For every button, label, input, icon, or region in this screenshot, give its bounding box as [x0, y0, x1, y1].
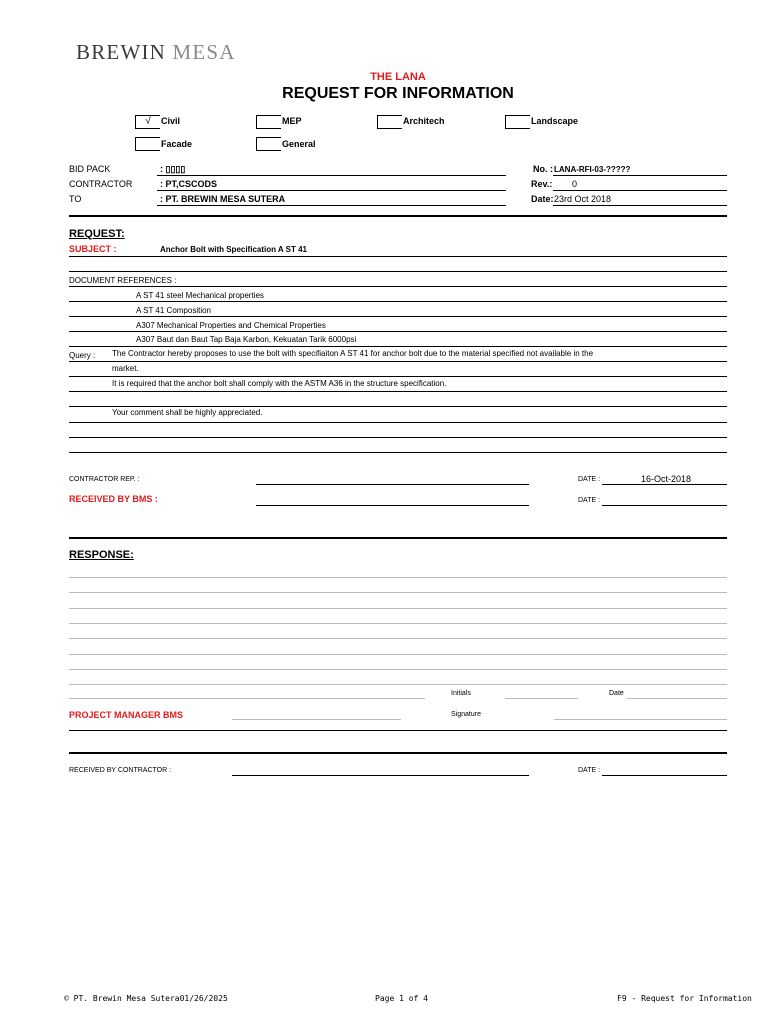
rule [69, 406, 727, 407]
date-label: DATE : [578, 767, 601, 774]
date-value: 23rd Oct 2018 [554, 194, 612, 204]
rule [69, 730, 727, 731]
rule [69, 422, 727, 423]
response-rule [69, 638, 727, 639]
received-by-bms-signature-line[interactable] [256, 505, 529, 506]
architech-label: Architech [403, 116, 445, 126]
civil-label: Civil [161, 116, 181, 126]
response-rule [69, 684, 727, 685]
rule [69, 286, 727, 287]
rfi-no-underline [553, 175, 727, 176]
civil-checkbox[interactable]: √ [135, 115, 160, 129]
general-checkbox[interactable] [256, 137, 281, 151]
response-date-label: Date [609, 690, 624, 697]
rule [69, 301, 727, 302]
contractor-rep-date: 16-Oct-2018 [641, 474, 692, 484]
facade-checkbox[interactable] [135, 137, 160, 151]
query-label: Query : [69, 351, 96, 360]
company-logo [76, 40, 236, 65]
rev-label: Rev.: [531, 179, 553, 189]
facade-label: Facade [161, 139, 193, 149]
signature-field[interactable] [554, 719, 727, 720]
subject-underline [69, 256, 727, 257]
response-rule [69, 654, 727, 655]
received-by-bms-label: RECEIVED BY BMS : [69, 494, 158, 504]
initials-label: Initials [451, 690, 471, 697]
bid-pack-label: BID PACK [69, 164, 111, 174]
doc-refs-label: DOCUMENT REFERENCES : [69, 276, 177, 285]
contractor-underline [157, 190, 506, 191]
date-label: Date: [531, 194, 554, 204]
bid-pack-value: : ▯▯▯▯ [160, 164, 186, 174]
architech-checkbox[interactable] [377, 115, 402, 129]
response-rule [69, 608, 727, 609]
mep-label: MEP [282, 116, 302, 126]
received-by-contractor-label: RECEIVED BY CONTRACTOR : [69, 767, 172, 774]
mep-checkbox[interactable] [256, 115, 281, 129]
logo-word-mesa: MESA [172, 40, 236, 64]
response-rule [69, 698, 425, 699]
contractor-label: CONTRACTOR [69, 179, 133, 189]
project-manager-line[interactable] [232, 719, 401, 720]
query-text: market. [112, 364, 139, 373]
doc-ref-item: A307 Baut dan Baut Tap Baja Karbon, Kekuatan Tarik 6000psi [136, 335, 357, 344]
landscape-checkbox[interactable] [505, 115, 530, 129]
rev-value: 0 [572, 179, 578, 189]
doc-ref-item: A ST 41 Composition [136, 306, 212, 315]
contractor-value: : PT,CSCODS [160, 179, 218, 189]
response-heading: RESPONSE: [69, 549, 134, 561]
date-underline [553, 205, 727, 206]
contractor-rep-signature-line[interactable] [256, 484, 529, 485]
date-underline [602, 775, 727, 776]
rule [69, 437, 727, 438]
doc-ref-item: A ST 41 steel Mechanical properties [136, 291, 264, 300]
subject-value: Anchor Bolt with Specification A ST 41 [160, 245, 307, 254]
to-underline [157, 205, 506, 206]
query-text: It is required that the anchor bolt shall comply with the ASTM A36 in the structure specification. [112, 379, 447, 388]
rule [69, 376, 727, 377]
date-underline [602, 484, 727, 485]
response-rule [69, 669, 727, 670]
project-name: THE LANA [370, 71, 426, 83]
rfi-no-label: No. : [533, 164, 553, 174]
general-label: General [282, 139, 316, 149]
contractor-rep-label: CONTRACTOR REP. : [69, 476, 140, 483]
bid-pack-underline [157, 175, 506, 176]
comment-text: Your comment shall be highly appreciated. [112, 408, 263, 417]
landscape-label: Landscape [531, 116, 579, 126]
page-title: REQUEST FOR INFORMATION [282, 85, 514, 102]
rule [69, 331, 727, 332]
date-label: DATE : [578, 476, 601, 483]
footer-page-number: Page 1 of 4 [375, 994, 428, 1003]
footer-copyright: © PT. Brewin Mesa Sutera01/26/2025 [64, 994, 228, 1003]
doc-ref-item: A307 Mechanical Properties and Chemical Properties [136, 321, 326, 330]
to-value: : PT. BREWIN MESA SUTERA [160, 194, 286, 204]
date-underline [602, 505, 727, 506]
to-label: TO [69, 194, 82, 204]
project-manager-label: PROJECT MANAGER BMS [69, 710, 184, 720]
section-divider [69, 752, 727, 754]
rule [69, 452, 727, 453]
rule [69, 346, 727, 347]
rule [69, 271, 727, 272]
response-rule [69, 592, 727, 593]
section-divider [69, 537, 727, 539]
footer-form-name: F9 - Request for Information [617, 994, 752, 1003]
rule [69, 361, 727, 362]
received-by-contractor-line[interactable] [232, 775, 529, 776]
request-heading: REQUEST: [69, 228, 125, 240]
response-date-field[interactable] [627, 698, 727, 699]
date-label: DATE : [578, 497, 601, 504]
logo-word-brewin: BREWIN [76, 40, 167, 64]
signature-label: Signature [451, 711, 481, 718]
response-rule [69, 577, 727, 578]
section-divider [69, 215, 727, 217]
rfi-no-value: LANA-RFI-03-????? [554, 165, 631, 174]
rule [69, 391, 727, 392]
response-rule [69, 623, 727, 624]
rev-underline [553, 190, 727, 191]
initials-field[interactable] [505, 698, 578, 699]
rule [69, 316, 727, 317]
subject-label: SUBJECT : [69, 244, 117, 254]
query-text: The Contractor hereby proposes to use the bolt with specifiaiton A ST 41 for anchor bolt due to the material specified not available in the [112, 349, 594, 358]
